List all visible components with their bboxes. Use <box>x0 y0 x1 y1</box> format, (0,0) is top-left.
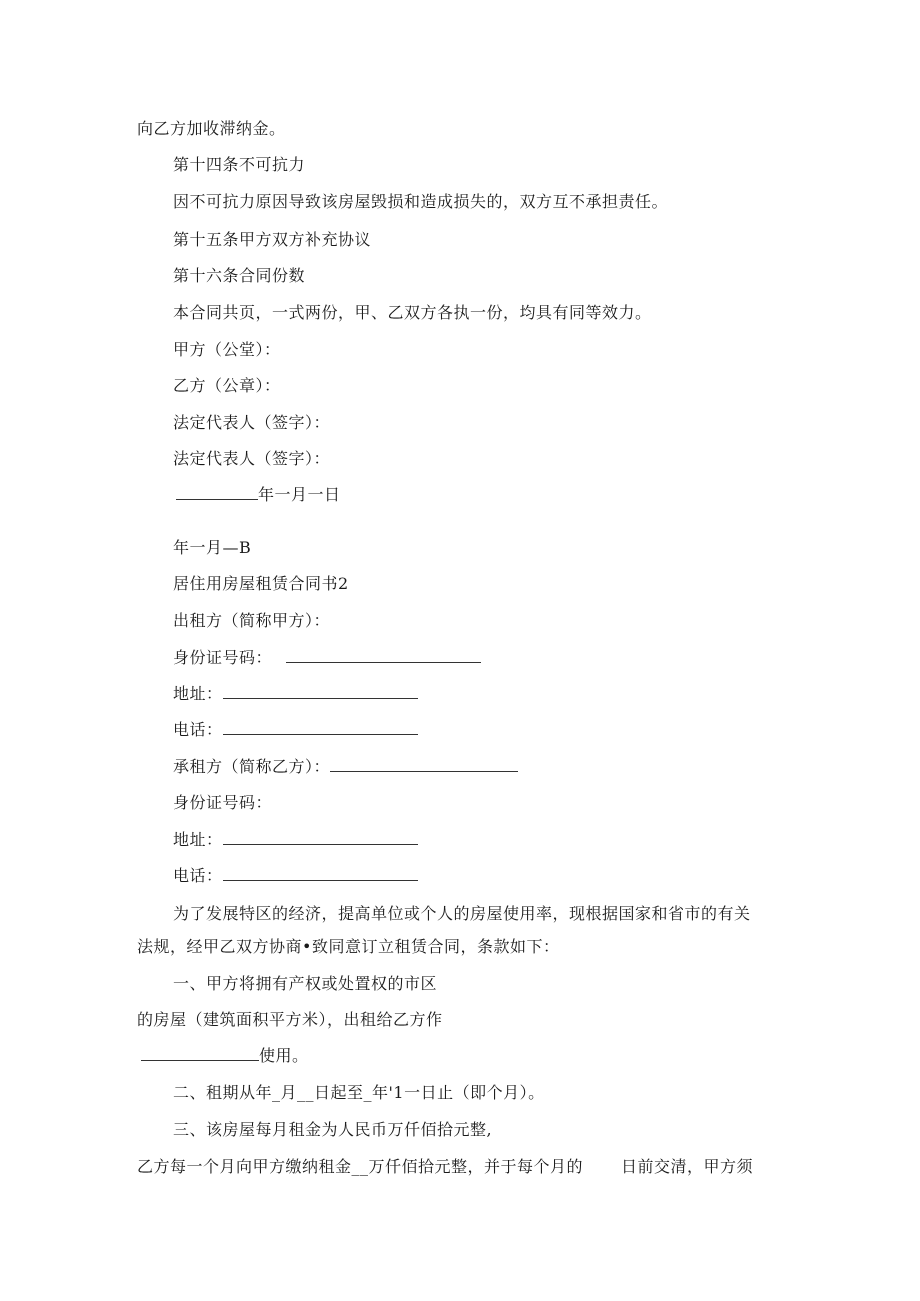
article-14-heading: 第十四条不可抗力 <box>173 155 306 174</box>
lessee-blank <box>330 756 518 772</box>
preamble-line: 为了发展特区的经济，提高单位或个人的房屋使用率，现根据国家和省市的有关 <box>173 904 751 923</box>
lessee-phone-line <box>173 865 418 887</box>
lessee-label: 承租方（简称乙方）： <box>173 757 331 776</box>
lessee-address-line <box>173 829 418 851</box>
contract-title: 居住用房屋租赁合同书2 <box>173 574 349 593</box>
phone-label: 电话： <box>173 720 223 739</box>
text-line: 本合同共页，一式两份，甲、乙双方各执一份，均具有同等效力。 <box>173 303 652 322</box>
text-line: 因不可抗力原因导致该房屋毁损和造成损失的，双方互不承担责任。 <box>173 192 669 211</box>
phone-blank <box>223 865 418 881</box>
text-line: 向乙方加收滞纳金。 <box>137 119 286 138</box>
article-15-heading: 第十五条甲方双方补充协议 <box>173 230 372 249</box>
date-line <box>176 484 341 506</box>
id-number-blank <box>286 647 481 663</box>
date-line: 年一月—B <box>173 538 252 557</box>
legal-rep-signature-label: 法定代表人（签字）： <box>173 413 331 432</box>
lessee-id-label: 身份证号码： <box>173 793 273 812</box>
lessor-id-line <box>173 647 481 669</box>
rent-payment-text: 乙方每一个月向甲方缴纳租金__万仟佰拾元整，并于每个月的 <box>137 1157 584 1176</box>
preamble-line: 法规，经甲乙双方协商•致同意订立租赁合同，条款如下： <box>137 937 560 956</box>
phone-blank <box>223 719 418 735</box>
party-a-seal-label: 甲方（公堂）： <box>173 340 281 359</box>
lessor-phone-line <box>173 719 418 741</box>
address-blank <box>223 829 418 845</box>
clause-2-line: 二、租期从年_月__日起至_年'1一日止（即个月）。 <box>173 1083 545 1102</box>
clause-3-line: 三、该房屋每月租金为人民币万仟佰拾元整, <box>173 1120 493 1139</box>
lessor-label: 出租方（简称甲方）： <box>173 611 331 630</box>
address-label: 地址： <box>173 684 223 703</box>
clause-3-line <box>137 1156 753 1178</box>
clause-1-line <box>141 1045 309 1067</box>
article-16-heading: 第十六条合同份数 <box>173 266 306 285</box>
usage-text: 使用。 <box>259 1046 309 1065</box>
address-blank <box>223 683 418 699</box>
phone-label: 电话： <box>173 866 223 885</box>
usage-blank <box>141 1045 259 1061</box>
date-text: 年一月一日 <box>258 485 341 504</box>
clause-1-line: 的房屋（建筑面积平方米），出租给乙方作 <box>137 1010 443 1029</box>
id-number-label: 身份证号码： <box>173 648 273 667</box>
lessee-line <box>173 756 518 778</box>
address-label: 地址： <box>173 830 223 849</box>
legal-rep-signature-label: 法定代表人（签字）： <box>173 449 331 468</box>
lessor-address-line <box>173 683 418 705</box>
rent-payment-text-end: 日前交清，甲方须 <box>621 1157 754 1176</box>
clause-1-line: 一、甲方将拥有产权或处置权的市区 <box>173 974 438 993</box>
date-blank <box>176 484 258 500</box>
party-b-seal-label: 乙方（公章）： <box>173 376 281 395</box>
